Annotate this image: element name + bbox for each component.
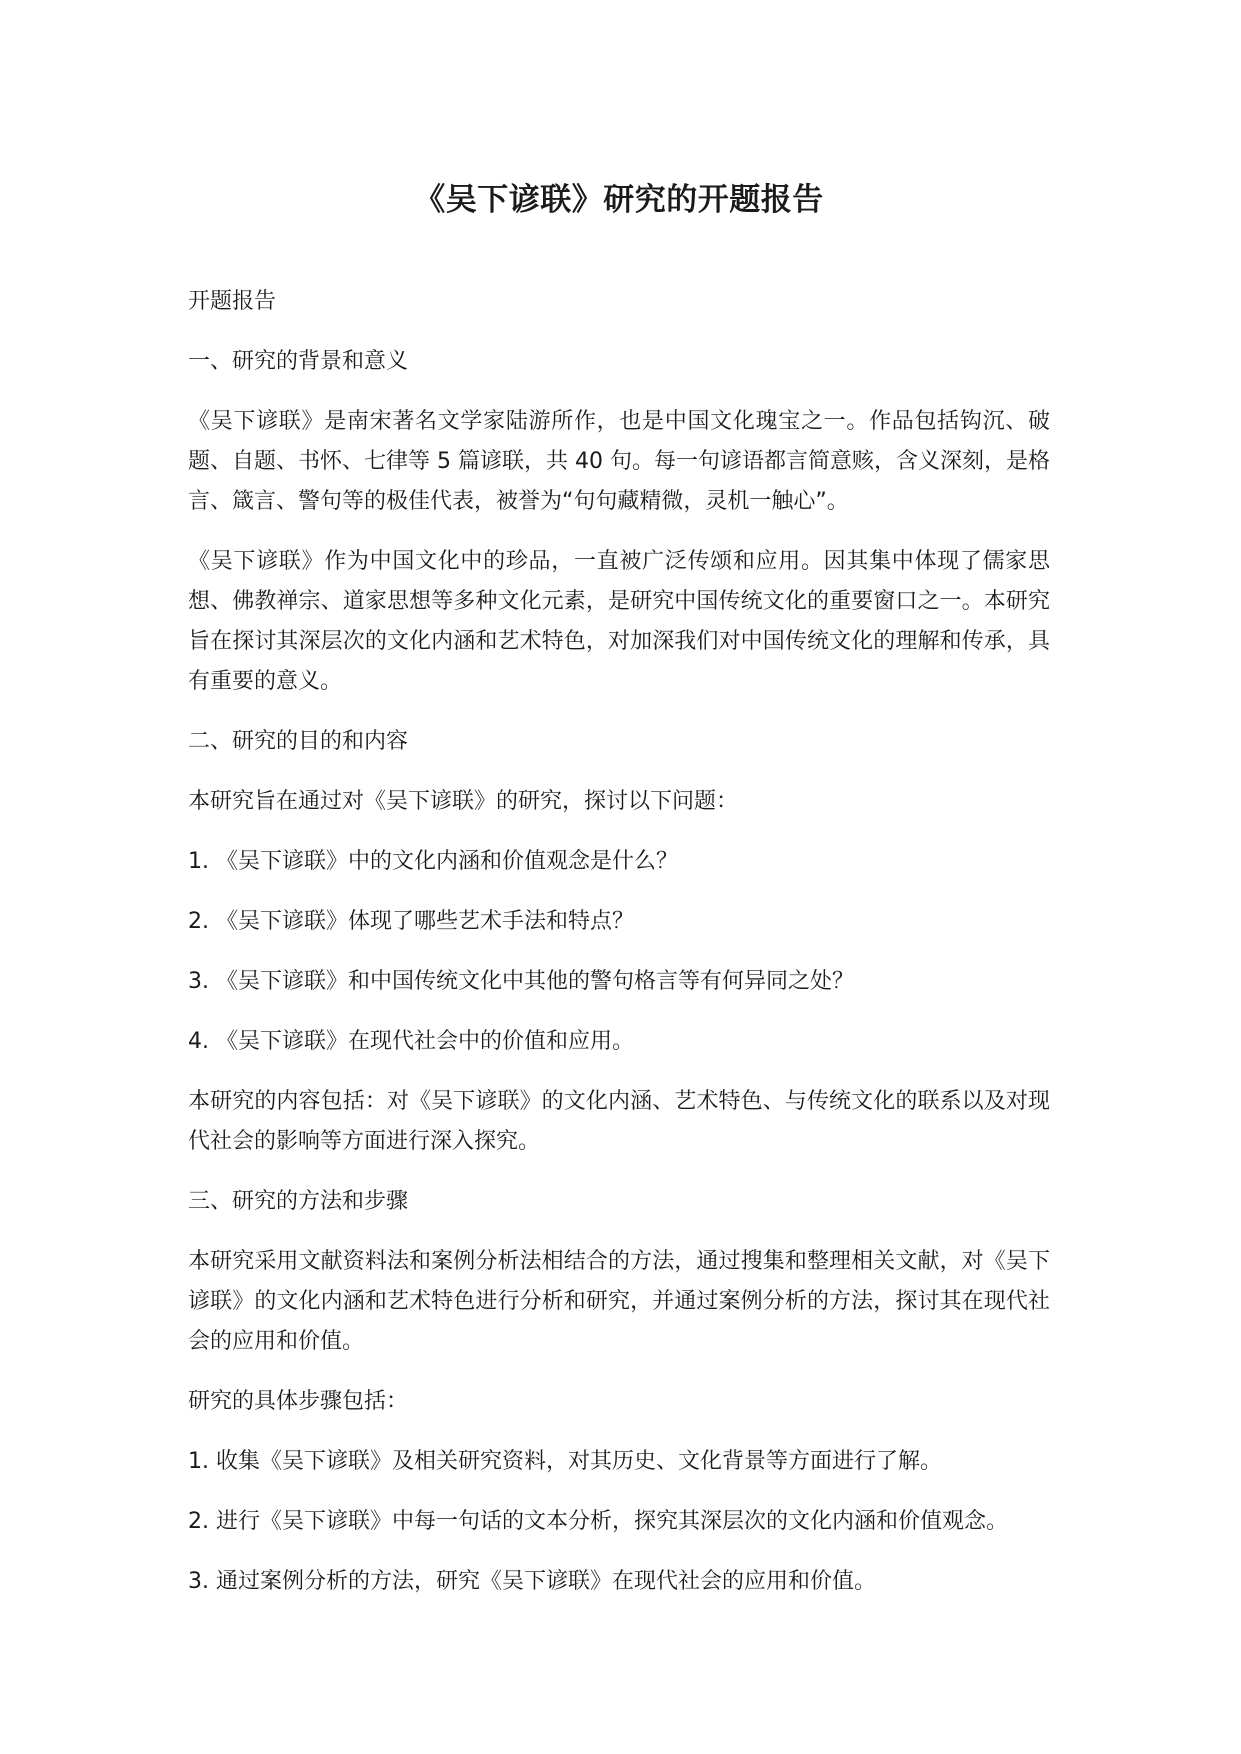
list-item: 3. 《吴下谚联》和中国传统文化中其他的警句格言等有何异同之处？ bbox=[188, 969, 854, 994]
subtitle-label: 开题报告 bbox=[188, 289, 277, 314]
body-paragraph: 《吴下谚联》是南宋著名文学家陆游所作，也是中国文化瑰宝之一。作品包括钩沉、破题、自题、书怀、七律等 5 篇谚联，共 40 句。每一句谚语都言简意赅，含义深刻，是格言、箴言、警句等的极佳代表，被誉为“句句藏精微，灵机一触心”。 bbox=[188, 409, 1050, 514]
body-paragraph: 本研究旨在通过对《吴下谚联》的研究，探讨以下问题： bbox=[188, 789, 739, 814]
list-item: 2. 进行《吴下谚联》中每一句话的文本分析，探究其深层次的文化内涵和价值观念。 bbox=[188, 1509, 1008, 1534]
list-item: 1. 收集《吴下谚联》及相关研究资料，对其历史、文化背景等方面进行了解。 bbox=[188, 1449, 942, 1474]
document-title: 《吴下谚联》研究的开题报告 bbox=[414, 182, 824, 218]
list-item: 2. 《吴下谚联》体现了哪些艺术手法和特点？ bbox=[188, 909, 634, 934]
section-heading-2: 二、研究的目的和内容 bbox=[188, 729, 409, 754]
body-paragraph: 《吴下谚联》作为中国文化中的珍品，一直被广泛传颂和应用。因其集中体现了儒家思想、佛教禅宗、道家思想等多种文化元素，是研究中国传统文化的重要窗口之一。本研究旨在探讨其深层次的文化内涵和艺术特色，对加深我们对中国传统文化的理解和传承，具有重要的意义。 bbox=[188, 549, 1050, 694]
section-heading-3: 三、研究的方法和步骤 bbox=[188, 1189, 409, 1214]
section-heading-1: 一、研究的背景和意义 bbox=[188, 349, 409, 374]
document-body bbox=[188, 282, 1050, 1602]
document-page bbox=[188, 176, 1050, 1622]
body-paragraph: 研究的具体步骤包括： bbox=[188, 1389, 409, 1414]
list-item: 1. 《吴下谚联》中的文化内涵和价值观念是什么？ bbox=[188, 849, 678, 874]
body-paragraph: 本研究采用文献资料法和案例分析法相结合的方法，通过搜集和整理相关文献，对《吴下谚联》的文化内涵和艺术特色进行分析和研究，并通过案例分析的方法，探讨其在现代社会的应用和价值。 bbox=[188, 1249, 1050, 1354]
list-item: 4. 《吴下谚联》在现代社会中的价值和应用。 bbox=[188, 1029, 634, 1054]
list-item: 3. 通过案例分析的方法，研究《吴下谚联》在现代社会的应用和价值。 bbox=[188, 1569, 876, 1594]
body-paragraph: 本研究的内容包括：对《吴下谚联》的文化内涵、艺术特色、与传统文化的联系以及对现代社会的影响等方面进行深入探究。 bbox=[188, 1089, 1050, 1154]
